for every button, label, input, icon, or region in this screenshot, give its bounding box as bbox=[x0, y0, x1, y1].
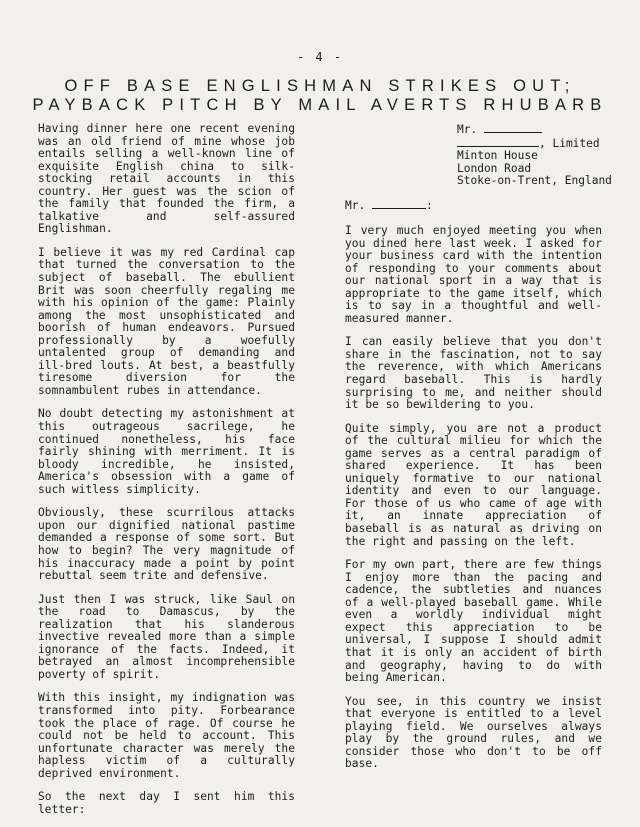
paragraph: Obviously, these scurrilous attacks upon our dignified national pastime demanded a response of some sort. But how to begin? The very magnitude of his inaccuracy made a point by point rebuttal seem trite and defensive. bbox=[38, 506, 295, 583]
paragraph: Just then I was struck, like Saul on the road to Damascus, by the realization that his slanderous invective revealed more than a simple ignorance of the facts. Indeed, it betrayed an almost incomprehensible poverty of spirit. bbox=[38, 592, 295, 681]
address-limited: , Limited bbox=[539, 136, 600, 150]
paragraph: I very much enjoyed meeting you when you dined here last week. I asked for your business card with the intention of responding to your comments about our national sport in a way that is appropriate to the game itself, which is to say in a thoughtful and well-measured manner. bbox=[345, 224, 602, 325]
salutation-blank bbox=[372, 199, 426, 209]
recipient-address bbox=[457, 123, 612, 188]
paragraph: So the next day I sent him this letter: bbox=[38, 790, 295, 816]
address-line: London Road bbox=[457, 161, 532, 175]
page-number: - 4 - bbox=[296, 50, 344, 64]
left-column bbox=[38, 123, 295, 827]
salutation-colon: : bbox=[425, 199, 433, 212]
paragraph: I can easily believe that you don't share in the fascination, not to say the reverence, with which Americans regard baseball. This is hardly surprising to me, and neither should it be so bewildering to you. bbox=[345, 335, 602, 412]
company-blank bbox=[457, 137, 539, 147]
paragraph: I believe it was my red Cardinal cap that turned the conversation to the subject of baseball. The ebullient Brit was soon cheerfully regaling me with his opinion of the game: Plainly among the most unsophisticated and boorish of human endeavors. Pursued professionally by a woefully untalented group of demanding and ill-bred louts. At best, a beastfully tiresome diversion for the somnambulent rubes in attendance. bbox=[38, 245, 295, 397]
salutation-mr-label: Mr. bbox=[345, 199, 366, 212]
paragraph: With this insight, my indignation was transformed into pity. Forbearance took the place of rage. Of course he could not be held to account. This unfortunate character was merely the hapless victim of a culturally deprived environment. bbox=[38, 691, 295, 780]
address-name-line bbox=[457, 123, 612, 137]
address-line: Stoke-on-Trent, England bbox=[457, 174, 612, 188]
address-line: Minton House bbox=[457, 149, 538, 163]
name-blank bbox=[484, 123, 542, 133]
right-column bbox=[345, 225, 602, 782]
paragraph: Having dinner here one recent evening was an old friend of mine whose job entails selling a well-known line of exquisite English china to silk-stocking retail accounts in this country. Her guest was the scion of the family that founded the firm, a talkative and self-assured Englishman. bbox=[38, 122, 295, 236]
headline-line-1: OFF BASE ENGLISHMAN STRIKES OUT; bbox=[64, 77, 576, 95]
paragraph: You see, in this country we insist that everyone is entitled to a level playing field. We ourselves always play by the ground rules, and we consider those who don't to be off base. bbox=[345, 694, 602, 771]
paragraph: For my own part, there are few things I enjoy more than the pacing and cadence, the subtleties and nuances of a well-played baseball game. While even a worldly individual might expect this appreciation to be universal, I suppose I should admit that it is only an accident of birth and geography, having to do with being American. bbox=[345, 558, 602, 685]
address-company-line bbox=[457, 137, 612, 151]
headline-line-2: PAYBACK PITCH BY MAIL AVERTS RHUBARB bbox=[32, 96, 608, 114]
paragraph: Quite simply, you are not a product of the cultural milieu for which the game serves as a central paradigm of shared experience. It has been uniquely formative to our national identity and even to our language. For those of us who came of age with it, an innate appreciation of baseball is as natural as driving on the right and passing on the left. bbox=[345, 421, 602, 548]
salutation bbox=[345, 199, 433, 212]
address-mr-label: Mr. bbox=[457, 123, 478, 136]
paragraph: No doubt detecting my astonishment at this outrageous sacrilege, he continued nonetheless, his face fairly shining with merriment. It is bloody incredible, he insisted, America's obsession with a game of such witless simplicity. bbox=[38, 407, 295, 496]
